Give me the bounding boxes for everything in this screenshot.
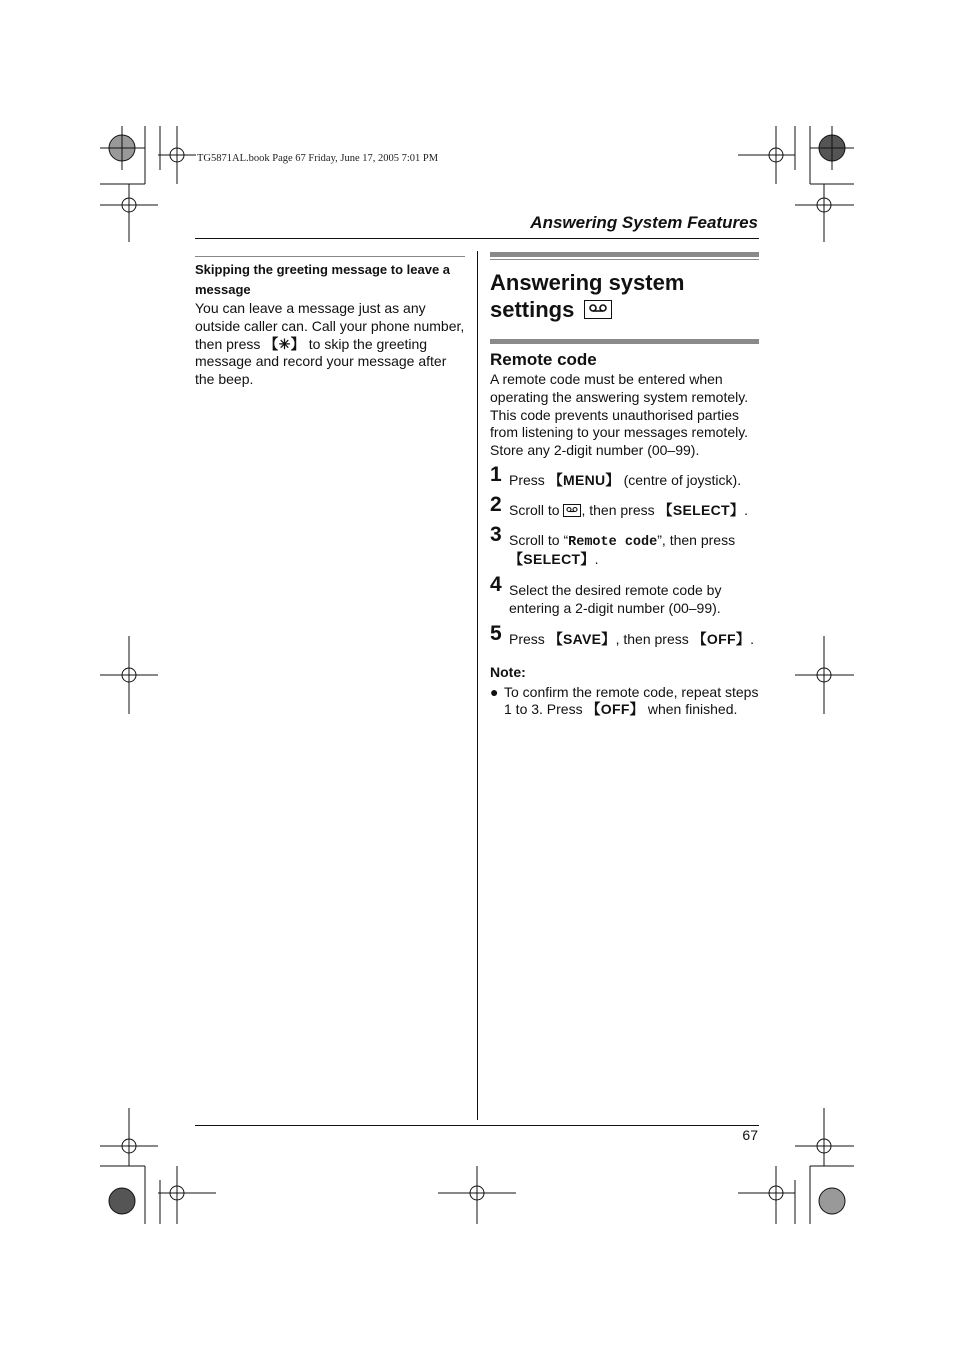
note-item — [490, 684, 759, 720]
note-text: To confirm the remote code, repeat steps 1 to 3. Press — [504, 683, 759, 718]
page-title-text: Answering system settings — [490, 270, 685, 322]
left-column — [195, 256, 465, 389]
step-text: Press — [509, 630, 549, 647]
off-key: 【OFF】 — [692, 630, 751, 647]
footer-rule — [195, 1125, 759, 1126]
step-text: Press — [509, 471, 549, 488]
step-number: 4 — [490, 573, 502, 597]
select-key: 【SELECT】 — [509, 551, 595, 568]
off-key: 【OFF】 — [586, 701, 644, 718]
step-number: 3 — [490, 522, 502, 546]
step-text: Select the desired remote code by entering a 2-digit number (00–99). — [509, 582, 722, 616]
left-top-rule — [195, 256, 465, 257]
star-key: 【✳】 — [264, 335, 305, 352]
skip-greeting-text-1: You can leave a message just as any outside caller can. Call your phone number, then press — [195, 300, 465, 352]
step-text: (centre of joystick). — [619, 471, 742, 488]
answering-machine-icon — [584, 300, 612, 319]
heading-thin-rule — [490, 259, 759, 260]
step-3 — [490, 522, 759, 570]
note-title: Note: — [490, 663, 526, 680]
step-text: . — [594, 551, 599, 568]
section-header: Answering System Features — [530, 213, 758, 232]
remote-code-intro: A remote code must be entered when operating the answering system remotely. This code prevents unauthorised parties from listening to your messages remotely. Store any 2-digit number (00–99). — [490, 371, 749, 459]
note-text: when finished. — [643, 701, 738, 718]
book-info: TG5871AL.book Page 67 Friday, June 17, 2005 7:01 PM — [197, 153, 439, 164]
answering-machine-icon — [563, 504, 581, 517]
step-5 — [490, 621, 759, 649]
header-rule — [195, 238, 759, 239]
save-key: 【SAVE】 — [548, 630, 616, 647]
step-4 — [490, 573, 759, 618]
column-divider — [477, 251, 478, 1120]
step-number: 2 — [490, 492, 502, 516]
subheading-bar — [490, 339, 759, 344]
step-text: , then press — [615, 630, 693, 647]
step-number: 1 — [490, 462, 502, 486]
step-2 — [490, 492, 759, 520]
step-text: Scroll to — [509, 501, 564, 518]
remote-code-subheading: Remote code — [490, 350, 597, 369]
step-text: ”, then press — [657, 531, 736, 548]
bullet-icon: ● — [490, 683, 499, 700]
step-text: . — [744, 501, 749, 518]
page-title — [490, 269, 759, 323]
right-column — [490, 252, 759, 719]
step-number: 5 — [490, 621, 502, 645]
skip-greeting-subheading: Skipping the greeting message to leave a message — [195, 262, 451, 297]
step-text: , then press — [581, 501, 659, 518]
page-number: 67 — [742, 1127, 758, 1143]
step-1 — [490, 462, 759, 490]
step-text: Scroll to “ — [509, 531, 569, 548]
remote-code-menu-item: Remote code — [568, 534, 658, 550]
menu-key: 【MENU】 — [548, 471, 620, 488]
steps-list — [490, 462, 759, 649]
skip-greeting-text — [195, 300, 465, 389]
skip-greeting-text-2: to skip the greeting message and record your message after the beep. — [195, 335, 447, 388]
step-text: . — [750, 630, 755, 647]
heading-bar — [490, 252, 759, 257]
select-key: 【SELECT】 — [658, 501, 745, 518]
